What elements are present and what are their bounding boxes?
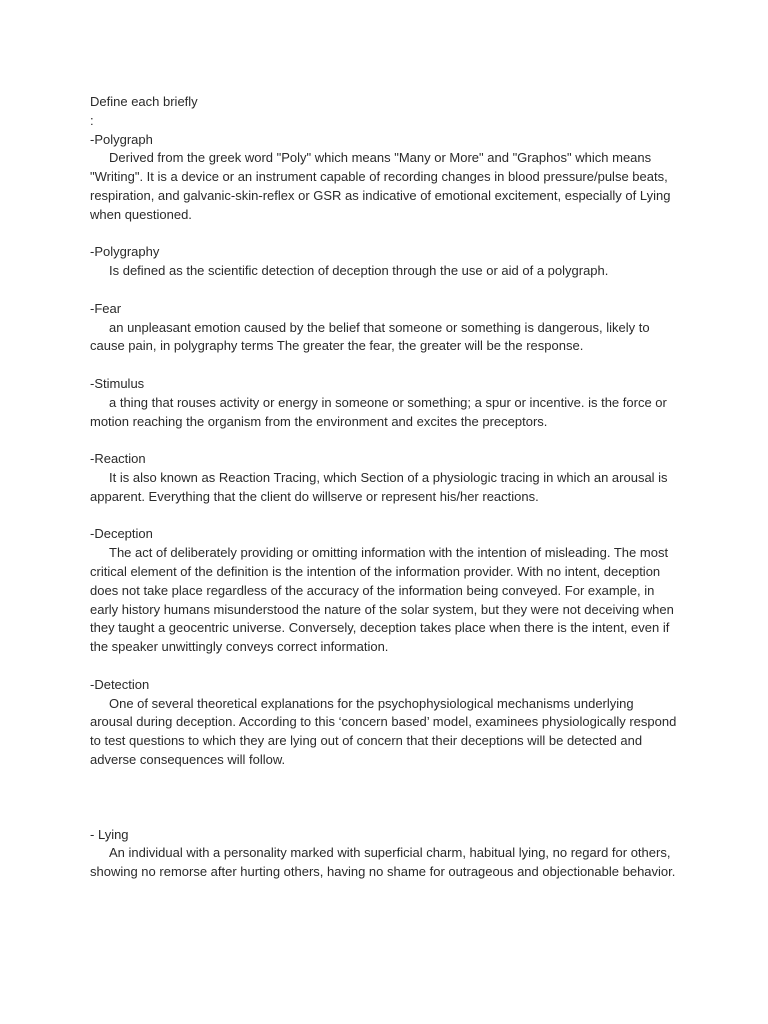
spacer [90, 356, 678, 375]
entry-definition: An individual with a personality marked with superficial charm, habitual lying, no regard for others, showing no remorse after hurting others, having no shame for outrageous and objectionable behavior. [90, 845, 676, 880]
entry-deception [90, 525, 678, 657]
entry-fear [90, 300, 678, 356]
entry-definition: Derived from the greek word "Poly" which means "Many or More" and "Graphos" which means "Writing". It is a device or an instrument capable of recording changes in blood pressure/pulse beats, respiration, and galvanic-skin-reflex or GSR as indicative of emotional excitement, especially of Lying when questioned. [90, 150, 671, 222]
spacer [90, 507, 678, 526]
entry-definition: One of several theoretical explanations for the psychophysiological mechanisms underlying arousal during deception. According to this ‘concern based’ model, examinees physiologically respond to test questions to which they are lying out of concern that their deceptions will be detected and adverse consequences will follow. [90, 695, 677, 767]
spacer [90, 225, 678, 244]
entry-definition: Is defined as the scientific detection of deception through the use or aid of a polygraph. [109, 263, 609, 279]
entry-term: -Stimulus [90, 375, 145, 391]
entry-term: -Fear [90, 300, 122, 316]
entry-definition: It is also known as Reaction Tracing, which Section of a physiologic tracing in which an arousal is apparent. Everything that the client do willserve or represent his/her reactions. [90, 469, 668, 504]
entry-stimulus [90, 375, 678, 431]
entry-reaction [90, 450, 678, 506]
entry-term: - Lying [90, 826, 129, 842]
document-heading: Define each briefly [90, 94, 198, 109]
entry-polygraphy [90, 243, 678, 281]
entry-definition: an unpleasant emotion caused by the belief that someone or something is dangerous, likely to cause pain, in polygraphy terms The greater the fear, the greater will be the response. [90, 319, 650, 354]
entry-definition: a thing that rouses activity or energy in someone or something; a spur or incentive. is the force or motion reaching the organism from the environment and excites the preceptors. [90, 394, 667, 429]
entry-term: -Reaction [90, 451, 146, 467]
spacer [90, 431, 678, 450]
entry-lying [90, 826, 678, 882]
spacer [90, 281, 678, 300]
heading-colon: : [90, 112, 94, 128]
entry-polygraph [90, 131, 678, 225]
entry-detection [90, 676, 678, 770]
entry-definition: The act of deliberately providing or omitting information with the intention of misleading. The most critical element of the definition is the intention of the information provider. With no intent, deception does not take place regardless of the accuracy of the information being conveyed. For example, in early history humans misunderstood the nature of the solar system, but they were not deceiving when they taught a geocentric universe. Conversely, deception takes place when there is the intent, even if the speaker unwittingly conveys correct information. [90, 545, 674, 655]
entry-term: -Polygraphy [90, 244, 160, 260]
spacer [90, 770, 678, 826]
entry-term: -Deception [90, 526, 153, 542]
entry-term: -Polygraph [90, 131, 153, 147]
entry-term: -Detection [90, 676, 150, 692]
spacer [90, 657, 678, 676]
